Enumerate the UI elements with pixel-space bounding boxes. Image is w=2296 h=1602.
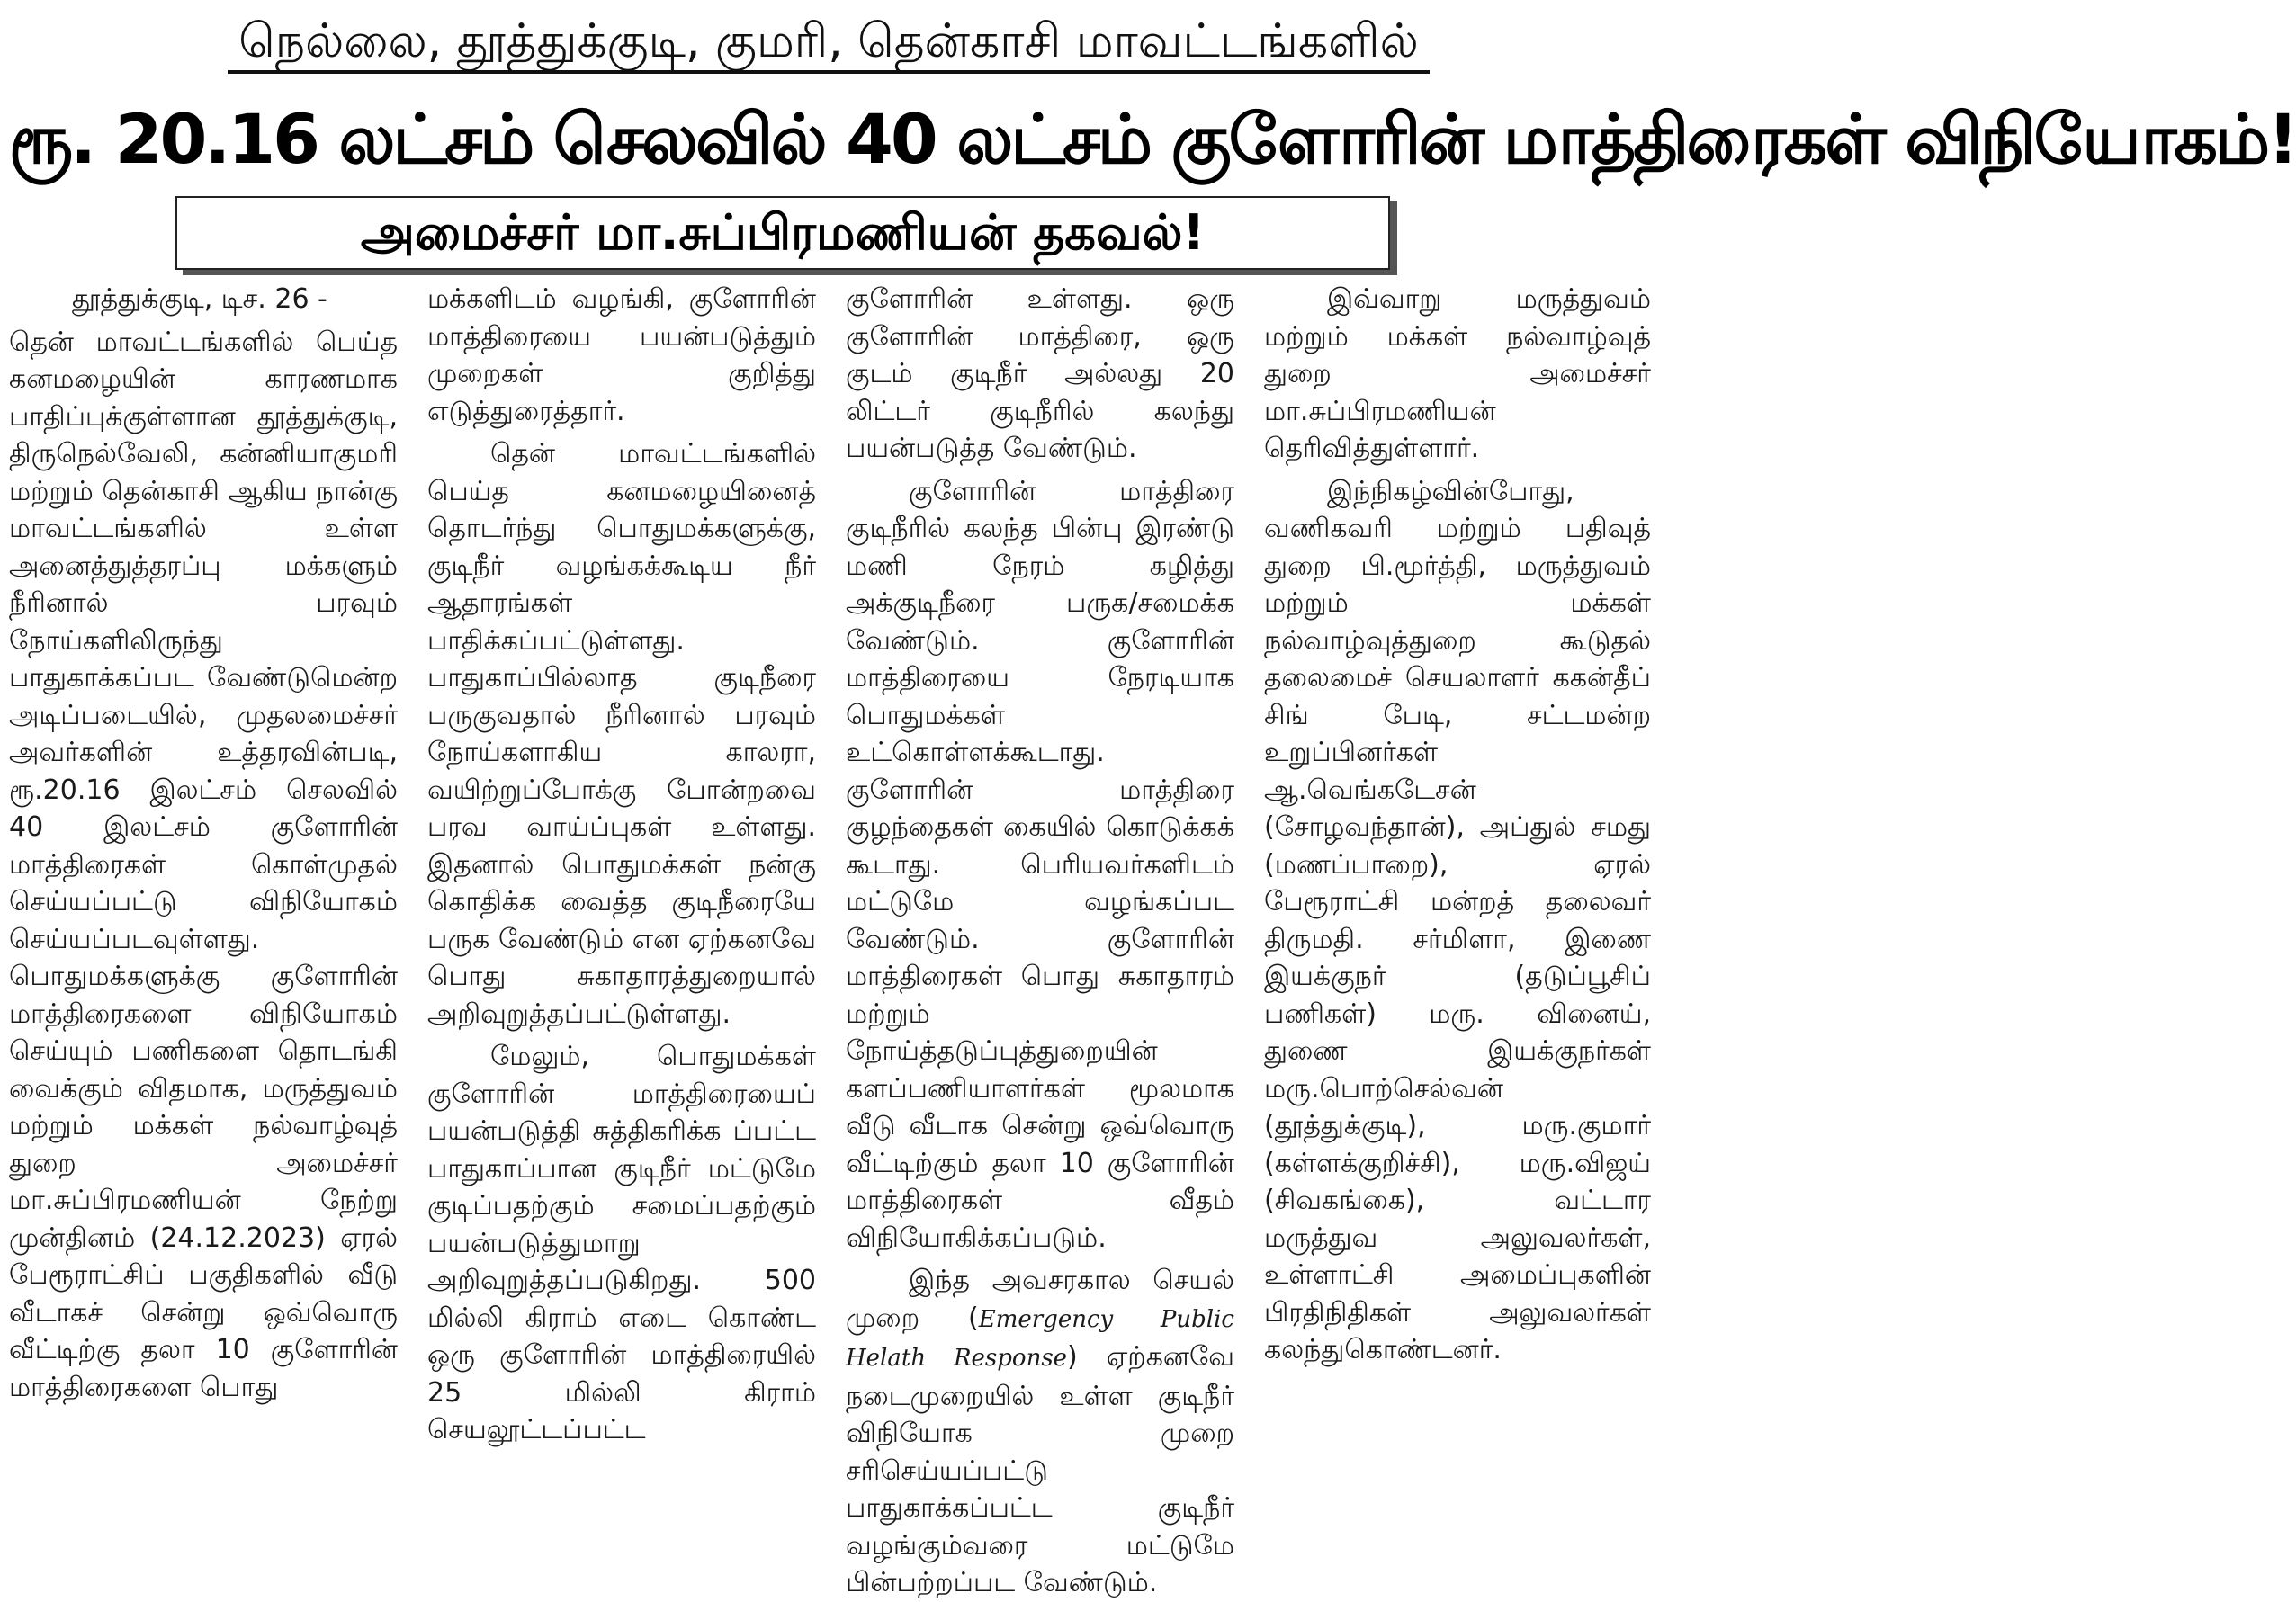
paragraph-5: குளோரின் உள்ளது. ஒரு குளோரின் மாத்திரை, ஒரு குடம் குடிநீர் அல்லது 20 லிட்டர் குடிநீரில் கலந்து பயன்படுத்த வேண்டும்.	[846, 283, 1234, 464]
column-2	[427, 281, 816, 1445]
paragraph-2: மக்களிடம் வழங்கி, குளோரின் மாத்திரையை பயன்படுத்தும் முறைகள் குறித்து எடுத்துரைத்தார்.	[427, 283, 816, 427]
paragraph-9: இந்நிகழ்வின்போது, வணிகவரி மற்றும் பதிவுத் துறை பி.மூர்த்தி, மருத்துவம் மற்றும் மக்கள் நல்வாழ்வுத்துறை கூடுதல் தலைமைச் செயலாளர் ககன்தீப் சிங் பேடி, சட்டமன்ற உறுப்பினர்கள் ஆ.வெங்கடேசன் (சோழவந்தான்), அப்துல் சமது (மணப்பாறை), ஏரல் பேரூராட்சி மன்றத் தலைவர் திருமதி. சர்மிளா, இணை இயக்குநர் (தடுப்பூசிப் பணிகள்) மரு. வினைய், துணை இயக்குநர்கள் மரு.பொற்செல்வன் (தூத்துக்குடி), மரு.குமார் (கள்ளக்குறிச்சி), மரு.விஜய் (சிவகங்கை), வட்டார மருத்துவ அலுவலர்கள், உள்ளாட்சி அமைப்புகளின் பிரதிநிதிகள் அலுவலர்கள் கலந்துகொண்டனர்.	[1264, 475, 1651, 1365]
headline: ரூ. 20.16 லட்சம் செலவில் 40 லட்சம் குளோரின் மாத்திரைகள் விநியோகம்!	[9, 99, 2296, 179]
paragraph-7-start: இந்த அவசரகால செயல் முறை (	[846, 1265, 1234, 1334]
emergency-response-term: Emergency Public Helath Response	[846, 1305, 1234, 1372]
subheadline-box	[175, 196, 1390, 270]
kicker-line	[0, 13, 1657, 70]
subheadline: அமைச்சர் மா.சுப்பிரமணியன் தகவல்!	[360, 204, 1206, 261]
paragraph-6: குளோரின் மாத்திரை குடிநீரில் கலந்த பின்பு இரண்டு மணி நேரம் கழித்து அக்குடிநீரை பருக/சமைக்க வேண்டும். குளோரின் மாத்திரையை நேரடியாக பொதுமக்கள் உட்கொள்ளக்கூடாது. குளோரின் மாத்திரை குழந்தைகள் கையில் கொடுக்கக் கூடாது. பெரியவர்களிடம் மட்டுமே வழங்கப்பட வேண்டும். குளோரின் மாத்திரைகள் பொது சுகாதாரம் மற்றும் நோய்த்தடுப்புத்துறையின் களப்பணியாளர்கள் மூலமாக வீடு வீடாக சென்று ஒவ்வொரு வீட்டிற்கும் தலா 10 குளோரின் மாத்திரைகள் வீதம் விநியோகிக்கப்படும்.	[846, 475, 1234, 1254]
kicker-text: நெல்லை, தூத்துக்குடி, குமரி, தென்காசி மாவட்டங்களில்	[228, 14, 1430, 74]
dateline-text: தூத்துக்குடி, டிச. 26 -	[72, 283, 327, 315]
column-3	[846, 281, 1234, 1598]
paragraph-7	[846, 1262, 1234, 1602]
column-1	[9, 281, 398, 1437]
paragraph-8: இவ்வாறு மருத்துவம் மற்றும் மக்கள் நல்வாழ்வுத் துறை அமைச்சர் மா.சுப்பிரமணியன் தெரிவித்துள்ளார்.	[1264, 283, 1651, 464]
dateline	[9, 281, 398, 318]
paragraph-4: மேலும், பொதுமக்கள் குளோரின் மாத்திரையைப் பயன்படுத்தி சுத்திகரிக்க ப்பட்ட பாதுகாப்பான குடிநீர் மட்டுமே குடிப்பதற்கும் சமைப்பதற்கும் பயன்படுத்துமாறு அறிவுறுத்தப்படுகிறது. 500 மில்லி கிராம் எடை கொண்ட ஒரு குளோரின் மாத்திரையில் 25 மில்லி கிராம் செயலூட்டப்பட்ட	[427, 1041, 816, 1445]
column-4	[1264, 281, 1651, 1437]
paragraph-1: தென் மாவட்டங்களில் பெய்த கனமழையின் காரணமாக பாதிப்புக்குள்ளான தூத்துக்குடி, திருநெல்வேலி, கன்னியாகுமரி மற்றும் தென்காசி ஆகிய நான்கு மாவட்டங்களில் உள்ள அனைத்துத்தரப்பு மக்களும் நீரினால் பரவும் நோய்களிலிருந்து பாதுகாக்கப்பட வேண்டுமென்ற அடிப்படையில், முதலமைச்சர் அவர்களின் உத்தரவின்படி, ரூ.20.16 இலட்சம் செலவில் 40 இலட்சம் குளோரின் மாத்திரைகள் கொள்முதல் செய்யப்பட்டு விநியோகம் செய்யப்படவுள்ளது. பொதுமக்களுக்கு குளோரின் மாத்திரைகளை விநியோகம் செய்யும் பணிகளை தொடங்கி வைக்கும் விதமாக, மருத்துவம் மற்றும் மக்கள் நல்வாழ்வுத் துறை அமைச்சர் மா.சுப்பிரமணியன் நேற்று முன்தினம் (24.12.2023) ஏரல் பேரூராட்சிப் பகுதிகளில் வீடு வீடாகச் சென்று ஒவ்வொரு வீட்டிற்கு தலா 10 குளோரின் மாத்திரைகளை பொது	[9, 326, 398, 1403]
paragraph-3: தென் மாவட்டங்களில் பெய்த கனமழையினைத் தொடர்ந்து பொதுமக்களுக்கு, குடிநீர் வழங்கக்கூடிய நீர் ஆதாரங்கள் பாதிக்கப்பட்டுள்ளது. பாதுகாப்பில்லாத குடிநீரை பருகுவதால் நீரினால் பரவும் நோய்களாகிய காலரா, வயிற்றுப்போக்கு போன்றவை பரவ வாய்ப்புகள் உள்ளது. இதனால் பொதுமக்கள் நன்கு கொதிக்க வைத்த குடிநீரையே பருக வேண்டும் என ஏற்கனவே பொது சுகாதாரத்துறையால் அறிவுறுத்தப்பட்டுள்ளது.	[427, 438, 816, 1030]
paragraph-7-end: ) ஏற்கனவே நடைமுறையில் உள்ள குடிநீர் விநியோக முறை சரிசெய்யப்பட்டு பாதுகாக்கப்பட்ட குடிநீர் வழங்கும்வரை மட்டுமே பின்பற்றப்பட வேண்டும்.	[846, 1341, 1234, 1598]
